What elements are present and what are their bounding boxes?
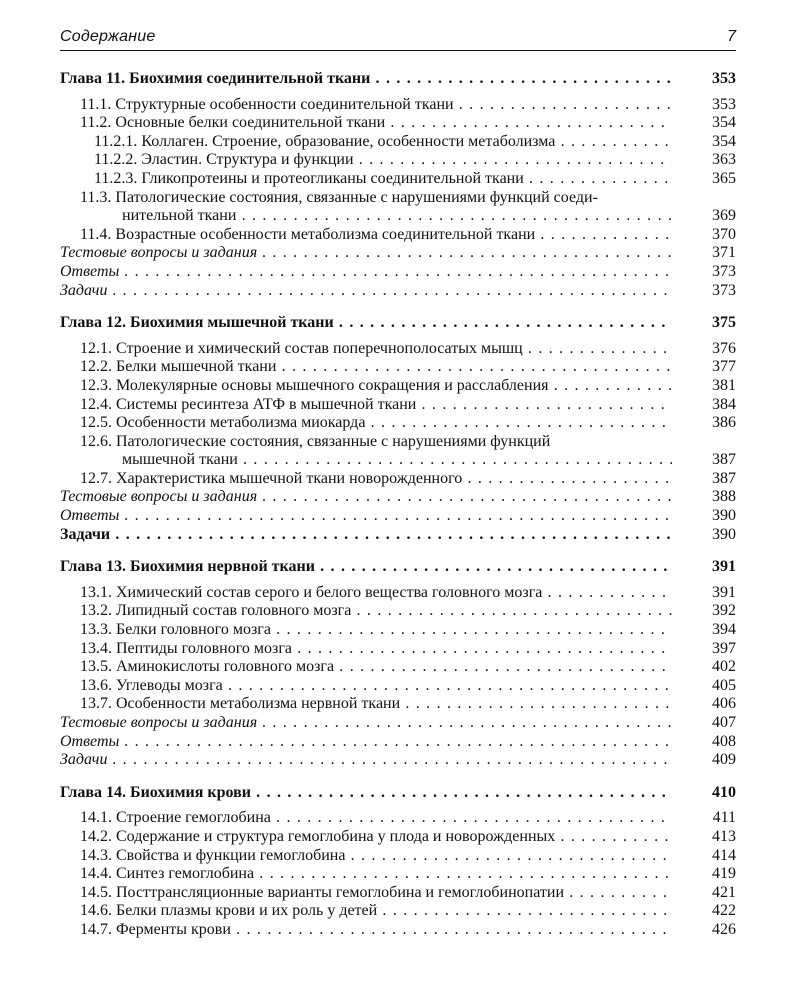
toc-entry-title: 12.2. Белки мышечной ткани . . . [80, 358, 672, 377]
toc-entry-title: 14.6. Белки плазмы крови и их роль у детей . . . [80, 902, 672, 921]
toc-entry-page: 409 [712, 751, 736, 769]
toc-entry-page: 371 [712, 244, 736, 262]
toc-entry-title: 13.7. Особенности метаболизма нервной ткани . . . [80, 695, 672, 714]
toc-entry[interactable] [60, 677, 736, 696]
toc-entry-page: 422 [712, 902, 736, 920]
toc-entry-title: 13.6. Углеводы мозга . . . [80, 677, 672, 696]
toc-entry-title-line1: 11.3. Патологические состояния, связанные с нарушениями функций соеди- [80, 188, 598, 206]
toc-entry-page: 390 [712, 507, 736, 525]
toc-entry[interactable] [60, 189, 736, 226]
toc-entry-page: 406 [712, 695, 736, 713]
toc-entry-title: Тестовые вопросы и задания . . . [60, 244, 672, 263]
toc-entry-title: 14.3. Свойства и функции гемоглобина . . . [80, 847, 672, 866]
toc-entry-title: 12.4. Системы ресинтеза АТФ в мышечной ткани . . . [80, 396, 672, 415]
toc-entry[interactable] [60, 640, 736, 659]
toc-entry-title: Задачи . . . [60, 282, 672, 301]
toc-entry[interactable] [60, 621, 736, 640]
toc-entry-title: 13.3. Белки головного мозга . . . [80, 621, 672, 640]
toc-entry-page: 381 [712, 376, 736, 394]
toc-entry-title: Глава 12. Биохимия мышечной ткани . . . [60, 314, 672, 333]
toc-entry-title: Задачи . . . [60, 751, 672, 770]
toc-entry-title: 11.2. Основные белки соединительной ткани . . . [80, 114, 672, 133]
toc-entry[interactable] [60, 114, 736, 133]
chapter-section [60, 784, 736, 940]
running-head [60, 28, 736, 51]
toc-entry[interactable] [60, 396, 736, 415]
toc-entry-page: 414 [712, 846, 736, 864]
toc-entry[interactable] [60, 751, 736, 770]
toc-entry-title: Глава 14. Биохимия крови . . . [60, 784, 672, 803]
toc-entry[interactable] [60, 226, 736, 245]
toc-entry-page: 388 [712, 488, 736, 506]
toc-entry[interactable] [60, 584, 736, 603]
toc-entry[interactable] [60, 244, 736, 263]
toc-entry-page: 370 [712, 225, 736, 243]
toc-entry-page: 369 [712, 207, 736, 225]
toc-entry-page: 405 [712, 676, 736, 694]
toc-entry-page: 397 [712, 639, 736, 657]
toc-entry-page: 390 [712, 525, 736, 543]
toc-entry-page: 402 [712, 658, 736, 676]
toc-entry-title: Глава 11. Биохимия соединительной ткани . . . [60, 70, 672, 89]
toc-entry-title: 14.7. Ферменты крови . . . [80, 921, 672, 940]
toc-entry-title: 13.2. Липидный состав головного мозга . . . [80, 602, 672, 621]
toc-entry-page: 387 [712, 469, 736, 487]
toc-entry-page: 354 [712, 114, 736, 132]
toc-entry-title: Тестовые вопросы и задания . . . [60, 488, 672, 507]
toc-entry-page: 413 [712, 827, 736, 845]
toc-entry-title: 11.1. Структурные особенности соединительной ткани . . . [80, 96, 672, 115]
toc-entry-title: Глава 13. Биохимия нервной ткани . . . [60, 558, 672, 577]
toc-entry[interactable] [60, 414, 736, 433]
chapter-section [60, 558, 736, 770]
toc-entry[interactable] [60, 902, 736, 921]
toc-entry-title: 14.2. Содержание и структура гемоглобина у плода и новорожденных . . . [80, 828, 672, 847]
toc-entry[interactable] [60, 847, 736, 866]
toc-entry-page: 384 [712, 395, 736, 413]
toc-entry[interactable] [60, 433, 736, 470]
toc-entry[interactable] [60, 340, 736, 359]
toc-entry[interactable] [60, 526, 736, 545]
toc-entry-title: 12.5. Особенности метаболизма миокарда . . . [80, 414, 672, 433]
toc-entry-page: 373 [712, 262, 736, 280]
toc-entry-title: мышечной ткани . . . [80, 451, 672, 470]
toc-entry[interactable] [60, 921, 736, 940]
toc-entry-page: 392 [712, 602, 736, 620]
toc-entry-title: Ответы . . . [60, 263, 672, 282]
toc-entry[interactable] [60, 828, 736, 847]
toc-entry[interactable] [60, 170, 736, 189]
toc-entry-title: 11.2.2. Эластин. Структура и функции . . . [94, 151, 672, 170]
toc-entry-title: 11.2.1. Коллаген. Строение, образование, особенности метаболизма . . . [94, 133, 672, 152]
toc-entry-title: 12.3. Молекулярные основы мышечного сокращения и расслабления . . . [80, 377, 672, 396]
toc-entry-title: Ответы . . . [60, 507, 672, 526]
toc-entry-title: 13.5. Аминокислоты головного мозга . . . [80, 658, 672, 677]
toc-entry-page: 363 [712, 151, 736, 169]
toc-entry-page: 408 [712, 732, 736, 750]
toc-entry-title: нительной ткани . . . [80, 207, 672, 226]
toc-entry-title: Задачи . . . [60, 526, 672, 545]
toc-entry-page: 354 [712, 132, 736, 150]
chapter-heading[interactable] [60, 784, 736, 803]
toc-entry[interactable] [60, 377, 736, 396]
chapter-section [60, 70, 736, 300]
table-of-contents [60, 70, 736, 954]
toc-entry-page: 376 [712, 339, 736, 357]
toc-entry-page: 373 [712, 281, 736, 299]
toc-entry[interactable] [60, 602, 736, 621]
running-head-title: Содержание [60, 28, 156, 45]
chapter-heading[interactable] [60, 70, 736, 89]
page-number: 7 [727, 28, 736, 45]
toc-entry[interactable] [60, 96, 736, 115]
toc-entry-title: Тестовые вопросы и задания . . . [60, 714, 672, 733]
toc-entry-page: 391 [712, 558, 736, 576]
toc-entry-title: 14.5. Посттрансляционные варианты гемоглобина и гемоглобинопатии . . . [80, 884, 672, 903]
toc-entry-page: 419 [712, 865, 736, 883]
toc-entry[interactable] [60, 133, 736, 152]
toc-entry-page: 391 [712, 583, 736, 601]
toc-entry[interactable] [60, 263, 736, 282]
toc-entry-page: 421 [712, 883, 736, 901]
toc-entry-page: 375 [712, 314, 736, 332]
toc-entry-title: 11.2.3. Гликопротеины и протеогликаны соединительной ткани . . . [94, 170, 672, 189]
chapter-section [60, 314, 736, 544]
toc-entry-page: 407 [712, 714, 736, 731]
toc-entry[interactable] [60, 733, 736, 752]
toc-entry[interactable] [60, 470, 736, 489]
toc-entry[interactable] [60, 282, 736, 301]
toc-entry-title: 13.1. Химический состав серого и белого вещества головного мозга . . . [80, 584, 672, 603]
toc-entry[interactable] [60, 809, 736, 828]
toc-entry-title-line1: 12.6. Патологические состояния, связанные с нарушениями функций [80, 432, 551, 450]
toc-entry[interactable] [60, 358, 736, 377]
toc-entry-page: 365 [712, 169, 736, 187]
toc-entry-page: 387 [712, 451, 736, 469]
toc-entry-page: 410 [712, 783, 736, 801]
toc-entry[interactable] [60, 507, 736, 526]
toc-entry-page: 386 [712, 414, 736, 432]
toc-entry[interactable] [60, 714, 736, 733]
toc-entry-page: 426 [712, 920, 736, 938]
toc-entry-title: 14.1. Строение гемоглобина . . . [80, 809, 672, 828]
toc-entry-title: 12.7. Характеристика мышечной ткани новорожденного . . . [80, 470, 672, 489]
toc-entry-title: 12.1. Строение и химический состав поперечнополосатых мышц . . . [80, 340, 672, 359]
toc-entry[interactable] [60, 151, 736, 170]
toc-entry-title: Ответы . . . [60, 733, 672, 752]
toc-entry[interactable] [60, 865, 736, 884]
chapter-heading[interactable] [60, 314, 736, 333]
toc-entry-page: 394 [712, 621, 736, 639]
toc-entry-title: 13.4. Пептиды головного мозга . . . [80, 640, 672, 659]
toc-entry[interactable] [60, 884, 736, 903]
toc-entry[interactable] [60, 658, 736, 677]
toc-entry[interactable] [60, 488, 736, 507]
toc-entry-page: 353 [712, 95, 736, 113]
toc-entry[interactable] [60, 695, 736, 714]
chapter-heading[interactable] [60, 558, 736, 577]
toc-entry-page: 411 [712, 809, 736, 827]
toc-entry-page: 377 [712, 358, 736, 376]
toc-entry-title: 11.4. Возрастные особенности метаболизма соединительной ткани . . . [80, 226, 672, 245]
toc-entry-page: 353 [712, 70, 736, 87]
toc-entry-title: 14.4. Синтез гемоглобина . . . [80, 865, 672, 884]
